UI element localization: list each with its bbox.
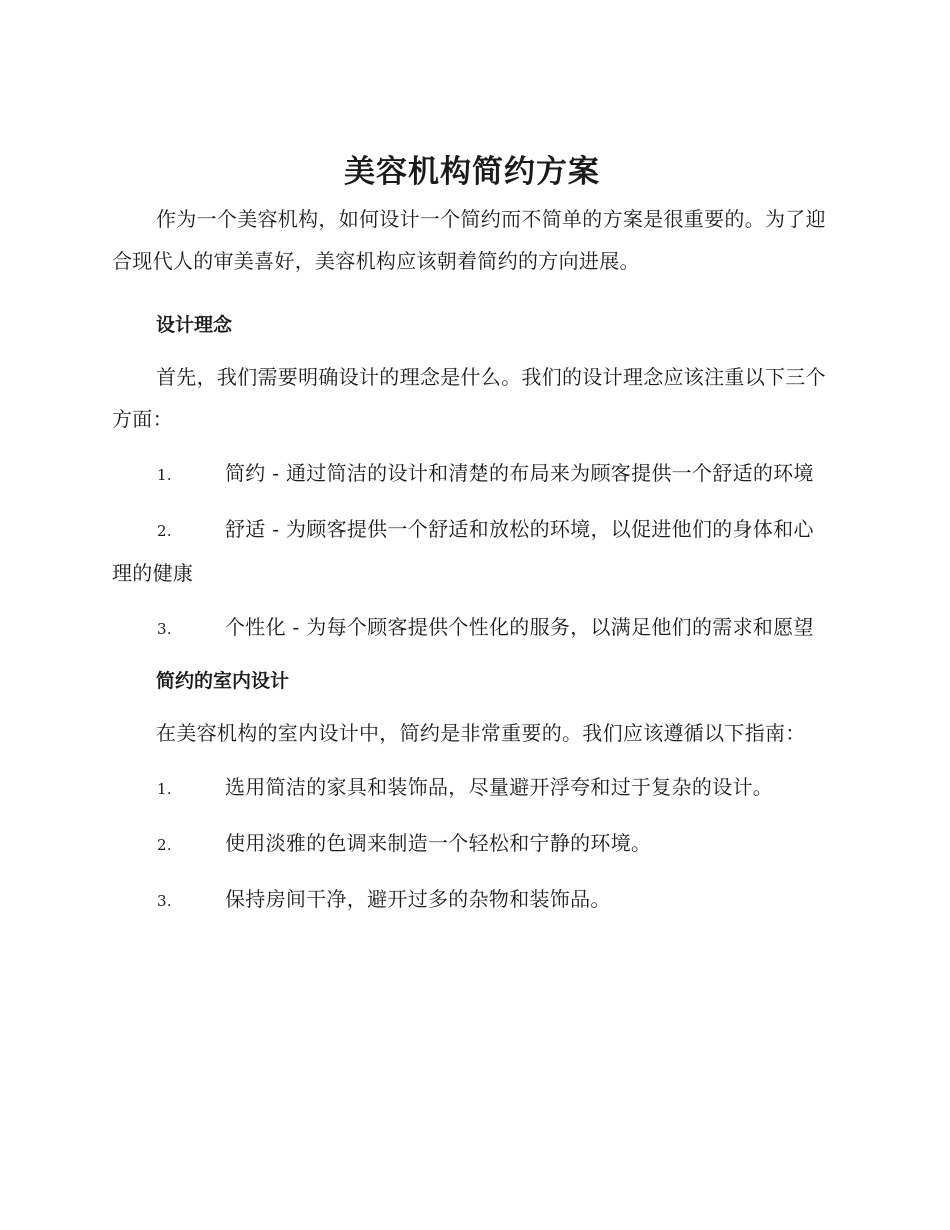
list-number: 2. [157, 522, 172, 540]
list-number: 2. [157, 836, 172, 854]
list-text: 个性化 - 为每个顾客提供个性化的服务，以满足他们的需求和愿望 [225, 615, 814, 639]
document-title: 美容机构简约方案 [344, 154, 600, 190]
list-text: 保持房间干净，避开过多的杂物和装饰品。 [225, 887, 611, 911]
list-item [112, 878, 832, 922]
interior-design-paragraph: 在美容机构的室内设计中，简约是非常重要的。我们应该遵循以下指南： [156, 721, 806, 745]
section-heading-design-concept: 设计理念 [156, 314, 233, 336]
list-item [112, 508, 832, 594]
intro-paragraph: 作为一个美容机构，如何设计一个简约而不简单的方案是很重要的。为了迎合现代人的审美喜好，美容机构应该朝着简约的方向进展。 [112, 207, 826, 273]
list-number: 1. [157, 466, 172, 484]
list-item [112, 766, 832, 810]
list-text: 使用淡雅的色调来制造一个轻松和宁静的环境。 [225, 831, 652, 855]
list-item [112, 606, 832, 650]
list-item [112, 452, 832, 496]
list-number: 3. [157, 620, 172, 638]
section-heading-interior-design: 简约的室内设计 [156, 670, 290, 692]
list-text: 简约 - 通过简洁的设计和清楚的布局来为顾客提供一个舒适的环境 [225, 461, 814, 485]
list-text: 选用简洁的家具和装饰品，尽量避开浮夸和过于复杂的设计。 [225, 775, 774, 799]
list-item [112, 822, 832, 866]
document-page [112, 148, 832, 922]
list-text: 舒适 - 为顾客提供一个舒适和放松的环境，以促进他们的身体和心理的健康 [112, 517, 814, 585]
list-number: 3. [157, 892, 172, 910]
spacer [112, 282, 832, 294]
list-number: 1. [157, 780, 172, 798]
design-concept-paragraph: 首先，我们需要明确设计的理念是什么。我们的设计理念应该注重以下三个方面： [112, 365, 826, 431]
